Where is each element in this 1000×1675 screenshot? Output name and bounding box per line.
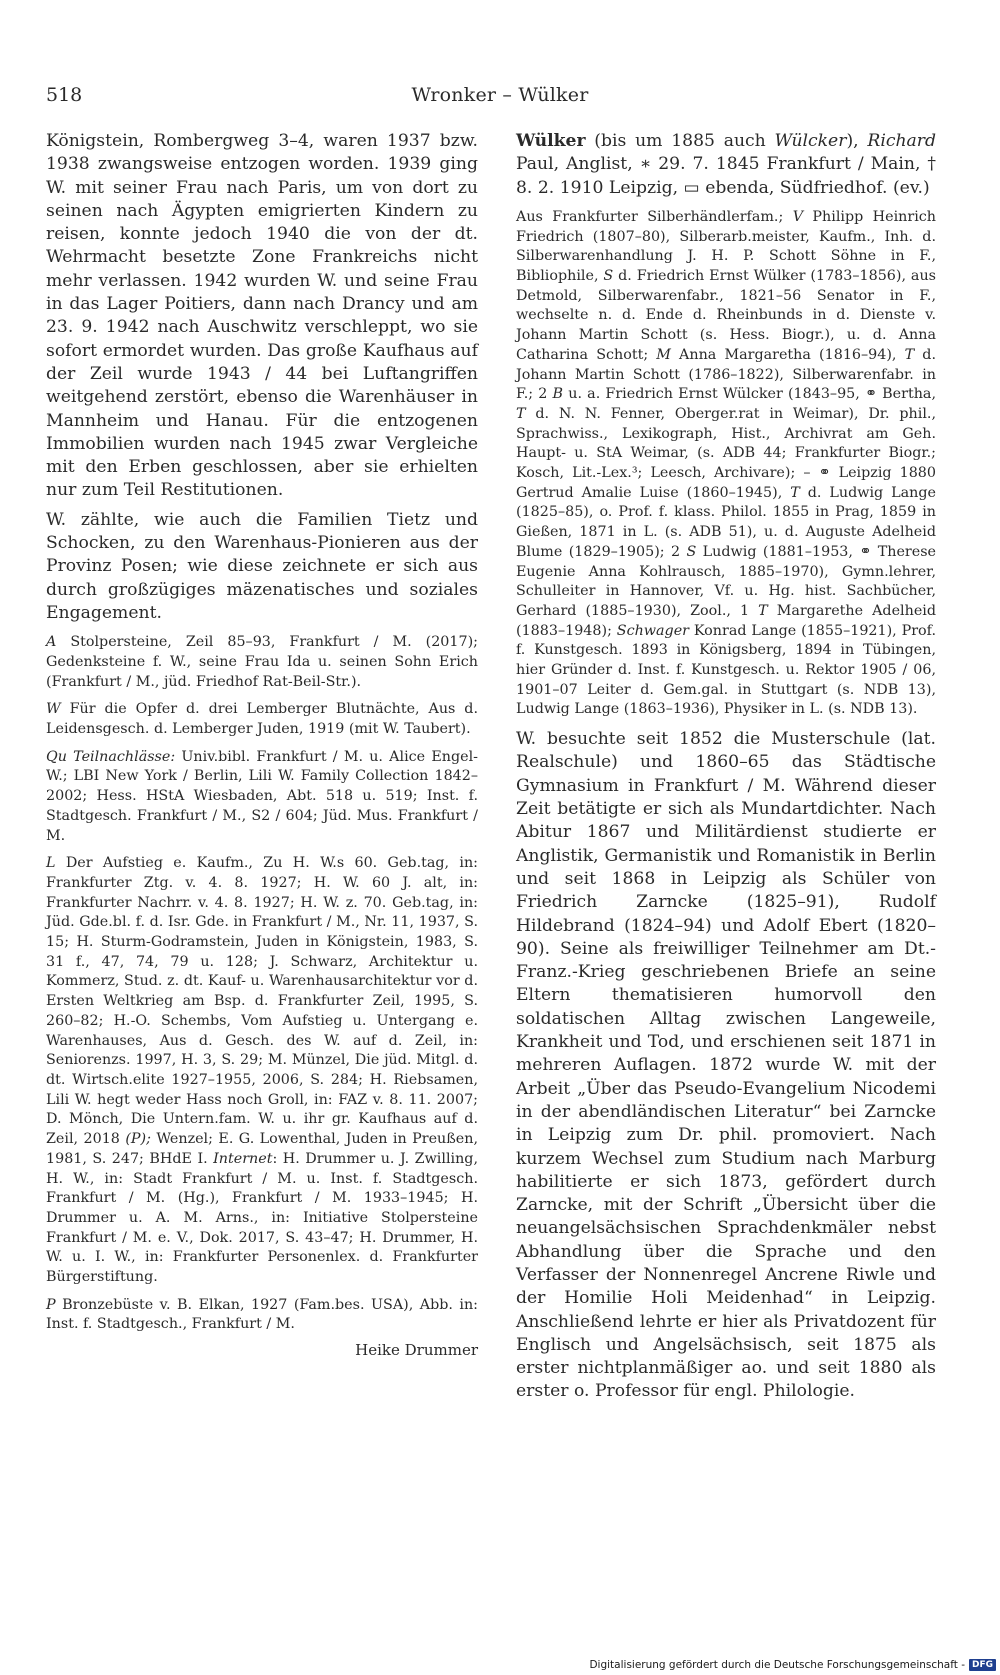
author-signature: Heike Drummer	[355, 1341, 478, 1360]
genealogy-label: Schwager	[616, 622, 689, 639]
genealogy-text: u. a. Friedrich Ernst Wülcker (1843–95, ⚭ Bertha,	[563, 386, 936, 403]
genealogy-text: Konrad Lange (1855–1921), Prof. f. Kunstgesch. 1893 in Königsberg, 1894 in Tübingen, hier Gründer d. Inst. f. Kunstgesch. u. Rektor 1905 / 06, 1901–07 Leiter d. Gem.gal. in Stuttgart (s. NDB 13), Ludwig Lange (1863–1936), Physiker in L. (s. NDB 13).	[516, 622, 936, 718]
section-sublabel: (P);	[125, 1131, 151, 1148]
genealogy-section	[516, 208, 936, 720]
genealogy-text: Aus Frankfurter Silberhändlerfam.;	[516, 208, 793, 225]
entry-alt-name: Wülcker	[774, 131, 847, 151]
genealogy-text: d. Johann Martin Schott (1786–1822), Silberwarenfabr. in F.; 2	[516, 346, 936, 403]
works-section	[46, 700, 478, 739]
dfg-logo: DFG	[969, 1659, 996, 1671]
section-text: : H. Drummer u. J. Zwilling, H. W., in: Stadt Frankfurt / M. u. Inst. f. Stadtgesch. Frankfurt / M. (Hg.), Frankfurt / M. 1933–1945; H. Drummer u. A. M. Arns., in: Initiative Stolpersteine Frankfurt / M. e. V., Dok. 2017, S. 43–47; H. Drummer, H. W. u. I. W., in: Frankfurter Personenlex. d. Frankfurter Bürgerstiftung.	[46, 1150, 478, 1286]
section-text: Wenzel; E. G. Lowenthal, Juden in Preußen, 1981, S. 247; BHdE I.	[46, 1131, 479, 1167]
running-head: Wronker – Wülker	[411, 84, 589, 106]
entry-header-text: Paul, Anglist, ∗ 29. 7. 1845 Frankfurt / Main, † 8. 2. 1910 Leipzig, ▭ ebenda, Südfriedhof. (ev.)	[516, 154, 936, 198]
section-label: Qu Teilnachlässe:	[46, 748, 176, 765]
section-sublabel: Internet	[213, 1150, 273, 1167]
section-text: Univ.bibl. Frankfurt / M. u. Alice Engel-W.; LBI New York / Berlin, Lili W. Family Collection 1842–2002; Hess. HStA Wiesbaden, Abt. 518 u. 519; Inst. f. Stadtgesch. Frankfurt / M., S2 / 604; Jüd. Mus. Frankfurt / M.	[46, 748, 478, 844]
page-number: 518	[46, 84, 83, 106]
body-paragraph: W. zählte, wie auch die Familien Tietz und Schocken, zu den Warenhaus-Pionieren aus der Provinz Posen; wie diese zeichnete er sich aus durch großzügiges mäzenatisches und soziales Engagement.	[46, 509, 478, 623]
digitization-footer	[589, 1659, 996, 1671]
section-label: A	[46, 634, 57, 651]
literature-section	[46, 854, 478, 1287]
genealogy-label: S	[603, 268, 614, 284]
genealogy-label: B	[552, 386, 564, 403]
section-text: Für die Opfer d. drei Lemberger Blutnächte, Aus d. Leidensgesch. d. Lemberger Juden, 1919 (mit W. Taubert).	[46, 701, 478, 738]
genealogy-label: T	[758, 602, 768, 619]
entry-header-text: ),	[846, 131, 868, 151]
section-label: W	[46, 701, 61, 718]
genealogy-text: Philipp Heinrich Friedrich (1807–80), Silberarb.meister, Kaufm., Inh. d. Silberwarenhandlung J. H. P. Schott Söhne in F., Bibliophile,	[516, 208, 936, 284]
section-text: Der Aufstieg e. Kaufm., Zu H. W.s 60. Geb.tag, in: Frankfurter Ztg. v. 4. 8. 1927; H. W. 60 J. alt, in: Frankfurter Nachrr. v. 4. 8. 1927; H. W. z. 70. Geb.tag, in: Jüd. Gde.bl. f. d. Isr. Gde. in Frankfurt / M., Nr. 11, 1937, S. 15; H. Sturm-Godramstein, Juden in Königstein, 1983, S. 31 f., 47, 74, 79 u. 128; J. Schwarz, Architektur u. Kommerz, Stud. z. dt. Kauf- u. Warenhausarchitektur vor d. Ersten Weltkrieg am Bsp. d. Frankfurter Zeil, 1995, S. 260–82; H.-O. Schembs, Vom Aufstieg u. Untergang e. Warenhauses, Aus d. Gesch. des W. auf d. Zeil, in: Seniorenzs. 1997, H. 3, S. 29; M. Münzel, Die jüd. Mitgl. d. dt. Wirtsch.elite 1927–1955, 2006, S. 284; H. Riebsamen, Lili W. hegt weder Hass noch Groll, in: FAZ v. 8. 11. 2007; D. Mönch, Die Untern.fam. W. u. ihr gr. Kaufhaus auf d. Zeil, 2018	[46, 855, 478, 1148]
genealogy-text: d. Ludwig Lange (1825–85), o. Prof. f. klass. Philol. 1855 in Prag, 1859 in Gießen, 1871 in L. (s. ADB 51), u. d. Auguste Adelheid Blume (1829–1905); 2	[516, 484, 937, 560]
entry-first-name: Richard	[867, 131, 936, 151]
left-column	[46, 130, 478, 1361]
genealogy-text: d. Friedrich Ernst Wülker (1783–1856), aus Detmold, Silberwarenfabr., 1821–56 Senator in F., wechselte n. d. Ende d. Rheinbunds in d. Dienste v. Johann Martin Schott (s. Hess. Biogr.), u. d. Anna Catharina Schott;	[516, 268, 936, 363]
genealogy-label: S	[686, 543, 697, 560]
section-label: L	[46, 855, 56, 872]
section-label: P	[46, 1296, 56, 1313]
genealogy-text: Margarethe Adelheid (1883–1948);	[516, 602, 937, 639]
entry-header-text: (bis um 1885 auch	[585, 131, 775, 151]
genealogy-text: Anna Margaretha (1816–94),	[670, 346, 905, 363]
section-text: Stolpersteine, Zeil 85–93, Frankfurt / M. (2017); Gedenksteine f. W., seine Frau Ida u. seinen Sohn Erich (Frankfurt / M., jüd. Friedhof Rat-Beil-Str.).	[46, 634, 478, 690]
genealogy-text: d. N. N. Fenner, Oberger.rat in Weimar), Dr. phil., Sprachwiss., Lexikograph, Hist., Archivrat am Geh. Haupt- u. StA Weimar, (s. ADB 44; Frankfurter Biogr.; Kosch, Lit.-Lex.³; Leesch, Archivare); – ⚭ Leipzig 1880 Gertrud Amalie Luise (1860–1945),	[516, 405, 936, 501]
genealogy-label: M	[656, 346, 671, 363]
genealogy-label: V	[792, 208, 804, 225]
monuments-section	[46, 633, 478, 692]
footer-text: Digitalisierung gefördert durch die Deutsche Forschungsgemeinschaft -	[589, 1659, 965, 1671]
genealogy-label: T	[904, 346, 915, 363]
portraits-section	[46, 1296, 478, 1335]
body-paragraph: Königstein, Rombergweg 3–4, waren 1937 bzw. 1938 zwangsweise entzogen worden. 1939 ging W. mit seiner Frau nach Paris, um von dort zu seinen nach Ägypten emigrierten Kindern zu reisen, konnte jedoch 1940 die von der dt. Wehrmacht besetzte Zone Frankreichs nicht mehr verlassen. 1942 wurden W. und seine Frau in das Lager Poitiers, dann nach Drancy und am 23. 9. 1942 nach Auschwitz verschleppt, wo sie sofort ermordet wurden. Das große Kaufhaus auf der Zeil wurde 1943 / 44 bei Luftangriffen weitgehend zerstört, ebenso die Warenhäuser in Mannheim und Hanau. Für die entzogenen Immobilien wurden nach 1945 zwar Vergleiche mit den Erben geschlossen, aber sie erhielten nur zum Teil Restitutionen.	[46, 131, 478, 501]
sources-section	[46, 748, 478, 847]
genealogy-text: Ludwig (1881–1953, ⚭ Therese Eugenie Anna Kohlrausch, 1885–1970), Gymn.lehrer, Schulleiter in Hannover, Vf. u. Hg. hist. Sachbücher, Gerhard (1885–1930), Zool., 1	[516, 543, 936, 619]
entry-header	[516, 130, 936, 200]
entry-name: Wülker	[516, 131, 586, 151]
section-text: Bronzebüste v. B. Elkan, 1927 (Fam.bes. USA), Abb. in: Inst. f. Stadtgesch., Frankfurt / M.	[46, 1296, 478, 1333]
right-column	[516, 130, 936, 1404]
body-paragraph: W. besuchte seit 1852 die Musterschule (lat. Realschule) und 1860–65 das Städtische Gymnasium in Frankfurt / M. Während dieser Zeit betätigte er sich als Mundartdichter. Nach Abitur 1867 und Militärdienst studierte er Anglistik, Germanistik und Romanistik in Berlin und seit 1868 in Leipzig als Schüler von Friedrich Zarncke (1825–91), Rudolf Hildebrand (1824–94) und Adolf Ebert (1820–90). Seine als freiwilliger Teilnehmer am Dt.-Franz.-Krieg geschriebenen Briefe an seine Eltern thematisieren humorvoll den soldatischen Alltag zwischen Langeweile, Krankheit und Tod, und erschienen seit 1871 in mehreren Auflagen. 1872 wurde W. mit der Arbeit „Über das Pseudo-Evangelium Nicodemi in der abendländischen Literatur“ bei Zarncke in Leipzig zum Dr. phil. promoviert. Nach kurzem Wechsel zum Studium nach Marburg habilitierte er sich 1873, gefördert durch Zarncke, mit der Schrift „Übersicht über die neuangelsächsischen Sprachdenkmäler nebst Abhandlung über die Sprache und den Verfasser der Nonnenregel Ancrene Riwle und der Homilie Holi Meidenhad“ in Leipzig. Anschließend lehrte er hier als Privatdozent für Englisch und Angelsächsisch, seit 1875 als erster nichtplanmäßiger ao. und seit 1880 als erster o. Professor für engl. Philologie.	[516, 729, 936, 1402]
genealogy-label: T	[790, 484, 800, 501]
genealogy-label: T	[516, 405, 526, 422]
